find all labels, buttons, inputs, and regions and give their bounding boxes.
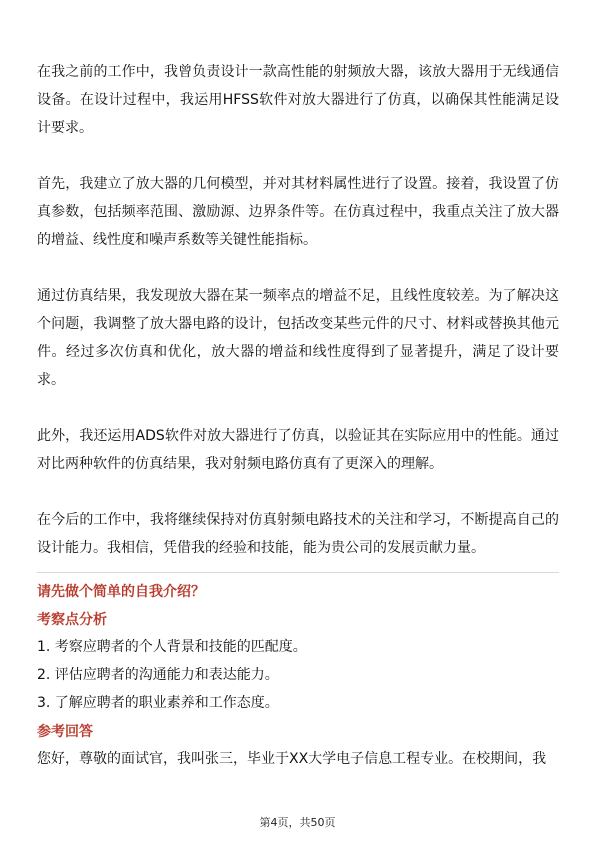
analysis-item-1: 1. 考察应聘者的个人背景和技能的匹配度。 — [37, 639, 307, 655]
question-heading: 请先做个简单的自我介绍？ — [37, 584, 205, 600]
paragraph-3: 通过仿真结果，我发现放大器在某一频率点的增益不足，且线性度较差。为了解决这个问题，我调整了放大器电路的设计，包括改变某些元件的尺寸、材料或替换其他元件。经过多次仿真和优化，放大器的增益和线性度得到了显著提升，满足了设计要求。 — [37, 288, 559, 388]
document-body — [37, 58, 559, 773]
paragraph-1: 在我之前的工作中，我曾负责设计一款高性能的射频放大器，该放大器用于无线通信设备。在设计过程中，我运用HFSS软件对放大器进行了仿真，以确保其性能满足设计要求。 — [37, 64, 559, 136]
analysis-item-3: 3. 了解应聘者的职业素养和工作态度。 — [37, 695, 279, 711]
paragraph-2: 首先，我建立了放大器的几何模型，并对其材料属性进行了设置。接着，我设置了仿真参数，包括频率范围、激励源、边界条件等。在仿真过程中，我重点关注了放大器的增益、线性度和噪声系数等关键性能指标。 — [37, 176, 559, 248]
page-footer: 第4页，共50页 — [259, 816, 336, 829]
section-divider — [37, 572, 559, 573]
reference-answer: 您好，尊敬的面试官，我叫张三，毕业于XX大学电子信息工程专业。在校期间，我 — [37, 751, 547, 767]
paragraph-5: 在今后的工作中，我将继续保持对仿真射频电路技术的关注和学习，不断提高自己的设计能力。我相信，凭借我的经验和技能，能为贵公司的发展贡献力量。 — [37, 512, 559, 556]
paragraph-4: 此外，我还运用ADS软件对放大器进行了仿真，以验证其在实际应用中的性能。通过对比两种软件的仿真结果，我对射频电路仿真有了更深入的理解。 — [37, 428, 559, 472]
analysis-heading: 考察点分析 — [37, 612, 107, 628]
reference-heading: 参考回答 — [37, 724, 93, 740]
analysis-item-2: 2. 评估应聘者的沟通能力和表达能力。 — [37, 667, 279, 683]
